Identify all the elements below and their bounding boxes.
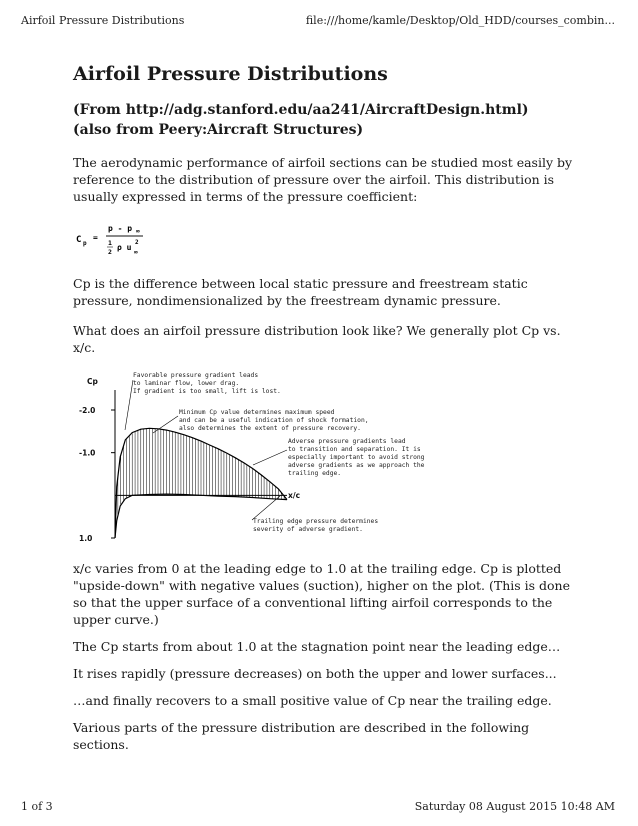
formula-graphic <box>73 217 163 257</box>
y-tick-label: -2.0 <box>79 406 96 415</box>
pressure-distribution-chart <box>73 370 425 550</box>
annotation-trailing-edge <box>252 496 378 533</box>
y-axis-label: Cp <box>87 377 98 386</box>
y-ticks <box>79 406 115 543</box>
step2-paragraph: It rises rapidly (pressure decreases) on both the upper and lower surfaces... <box>73 666 557 681</box>
formula-half-den: 2 <box>108 248 112 256</box>
chart-svg <box>73 370 425 550</box>
note4-line2: severity of adverse gradient. <box>253 526 363 533</box>
formula-numerator-sub: ∞ <box>136 228 140 235</box>
source-line-2: (also from Peery:Aircraft Structures) <box>73 122 364 138</box>
step3-paragraph: …and finally recovers to a small positive value of Cp near the trailing edge. <box>73 693 552 708</box>
intro-paragraph: The aerodynamic performance of airfoil sections can be studied most easily by reference to the distribution of pressure over the airfoil. This distribution is usually expressed in terms of the pressure coefficient: <box>73 155 573 204</box>
step1-paragraph: The Cp starts from about 1.0 at the stagnation point near the leading edge… <box>73 639 561 654</box>
formula-equals: = <box>93 233 98 242</box>
y-tick-label: -1.0 <box>79 448 96 458</box>
source-citation <box>73 100 573 140</box>
note3-line4: adverse gradients as we approach the <box>288 462 425 469</box>
footer-datetime: Saturday 08 August 2015 10:48 AM <box>414 800 615 813</box>
note3-line3: especially important to avoid strong <box>288 454 425 461</box>
footer-page-number: 1 of 3 <box>21 800 53 813</box>
header-title: Airfoil Pressure Distributions <box>21 14 185 27</box>
note2-line1: Minimum Cp value determines maximum speed <box>179 409 335 416</box>
x-axis-label: x/c <box>288 491 301 500</box>
note4-line1: Trailing edge pressure determines <box>253 518 379 525</box>
y-tick-label: 1.0 <box>79 534 93 543</box>
formula-denominator-sup: 2 <box>135 239 139 246</box>
formula-numerator: p - p <box>108 224 133 233</box>
formula-lhs: C <box>76 235 82 245</box>
article <box>73 62 573 753</box>
pressure-coefficient-formula <box>73 217 163 255</box>
note2-line3: also determines the extent of pressure recovery. <box>179 425 361 432</box>
note1-line1: Favorable pressure gradient leads <box>133 372 259 379</box>
explain-paragraph: x/c varies from 0 at the leading edge to 1.0 at the trailing edge. Cp is plotted "upside-down" with negative values (suction), higher on the plot. (This is done so that the upper surface of a conventional lifting airfoil corresponds to the upper curve.) <box>73 561 570 627</box>
header-url: file:///home/kamle/Desktop/Old_HDD/courses_combin... <box>305 14 615 27</box>
note2-line2: and can be a useful indication of shock formation, <box>179 417 369 424</box>
annotation-minimum-cp <box>153 409 369 433</box>
note3-line2: to transition and separation. It is <box>288 446 421 453</box>
question-paragraph: What does an airfoil pressure distribution look like? We generally plot Cp vs. x/c. <box>73 323 561 355</box>
note3-line5: trailing edge. <box>288 470 342 477</box>
note1-line3: If gradient is too small, lift is lost. <box>133 388 281 395</box>
formula-denominator-sub: ∞ <box>134 249 138 256</box>
formula-lhs-sub: p <box>83 240 87 247</box>
annotation-adverse-gradient <box>253 438 425 477</box>
formula-denominator: ρ u <box>117 243 132 252</box>
note3-line1: Adverse pressure gradients lead <box>288 438 406 445</box>
closing-paragraph: Various parts of the pressure distribution are described in the following sections. <box>73 720 530 752</box>
cp-definition-paragraph: Cp is the difference between local static pressure and freestream static pressure, nondimensionalized by the freestream dynamic pressure. <box>73 276 528 308</box>
formula-half-num: 1 <box>108 239 112 247</box>
note1-line2: to laminar flow, lower drag. <box>133 380 240 387</box>
source-line-1: (From http://adg.stanford.edu/aa241/AircraftDesign.html) <box>73 102 529 118</box>
page-title: Airfoil Pressure Distributions <box>73 63 388 85</box>
